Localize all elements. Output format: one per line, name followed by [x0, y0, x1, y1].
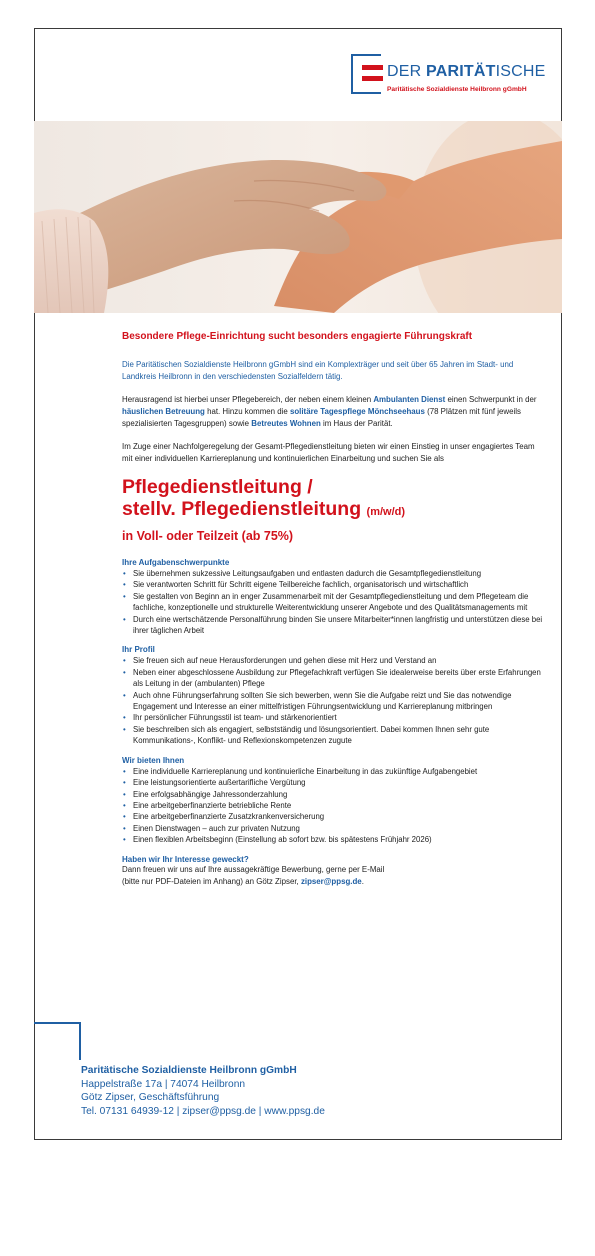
contact-footer — [81, 1064, 325, 1118]
care-text-2: einen Schwerpunkt in der — [445, 395, 537, 404]
list-item: • Eine erfolgsabhängige Jahressonderzahlung — [122, 789, 547, 800]
care-paragraph — [122, 394, 547, 430]
highlight-betreutes-wohnen: Betreutes Wohnen — [251, 419, 321, 428]
care-text-5: im Haus der Parität. — [320, 419, 393, 428]
list-item: • Sie beschreiben sich als engagiert, selbstständig und lösungsorientiert. Dabei kommen Ihnen sehr gute Kommunikations-, Konflikt- und Reflexionskompetenzen zugute — [122, 724, 547, 747]
list-item: • Einen Dienstwagen – auch zur privaten Nutzung — [122, 823, 547, 834]
list-item: • Sie übernehmen sukzessive Leitungsaufgaben und entlasten dadurch die Gesamtpflegedienstleitung — [122, 568, 547, 579]
bracket-line-vertical — [79, 1022, 81, 1060]
highlight-haeusliche-betreuung: häuslichen Betreuung — [122, 407, 205, 416]
job-title-line-2-text: stellv. Pflegedienstleitung — [122, 498, 362, 520]
list-item: • Eine arbeitgeberfinanzierte Zusatzkrankenversicherung — [122, 811, 547, 822]
interest-text — [122, 864, 547, 888]
interest-line-2 — [122, 876, 547, 888]
logo-mark-icon — [351, 54, 381, 94]
care-text-4: (78 Plätzen mit fünf jeweils spezialisierten Tagesgruppen) sowie — [122, 407, 521, 428]
list-item: • Auch ohne Führungserfahrung sollten Sie sich bewerben, wenn Sie die Aufgabe reizt und Sie das notwendige Engagement und Interesse an einer mittelfristigen Führungsentwicklung und Karriereplanung mitbringen — [122, 690, 547, 713]
list-item: • Eine leistungsorientierte außertarifliche Vergütung — [122, 777, 547, 788]
interest-line-2-text: (bitte nur PDF-Dateien im Anhang) an Götz Zipser, — [122, 876, 301, 886]
job-title-line-2 — [122, 498, 547, 523]
logo-word-2: PARITÄT — [426, 63, 496, 80]
footer-contact-person: Götz Zipser, Geschäftsführung — [81, 1092, 220, 1104]
list-item: • Einen flexiblen Arbeitsbeginn (Einstellung ab sofort bzw. bis spätestens Frühjahr 2026) — [122, 834, 547, 845]
list-item: • Durch eine wertschätzende Personalführung binden Sie unsere Mitarbeiter*innen langfristig und unterstützen diese bei ihrer täglichen Arbeit — [122, 614, 547, 637]
section-heading-profile: Ihr Profil — [122, 645, 155, 655]
profile-list — [122, 655, 547, 746]
job-title-line-1: Pflegedienstleitung / — [122, 476, 313, 498]
bracket-line-horizontal — [34, 1022, 81, 1024]
holding-hands-photo — [34, 121, 562, 313]
footer-address: Happelstraße 17a | 74074 Heilbronn — [81, 1078, 246, 1090]
list-item: • Ihr persönlicher Führungsstil ist team- und stärkenorientiert — [122, 712, 547, 723]
interest-line-1: Dann freuen wir uns auf Ihre aussagekräftige Bewerbung, gerne per E-Mail — [122, 864, 385, 874]
job-ad-content — [122, 331, 547, 888]
headline: Besondere Pflege-Einrichtung sucht besonders engagierte Führungskraft — [122, 331, 473, 342]
section-heading-offer: Wir bieten Ihnen — [122, 755, 185, 765]
paritaet-logo — [351, 54, 547, 98]
list-item: • Sie gestalten von Beginn an in enger Zusammenarbeit mit der Gesamtpflegedienstleitung und dem Pflegeteam die fachliche, konzeptionelle und strukturelle Weiterentwicklung unserer Angebote und des Qualitätsmanagements mit — [122, 591, 547, 614]
succession-paragraph: Im Zuge einer Nachfolgeregelung der Gesamt-Pflegedienstleitung bieten wir einen Einstieg in unser engagiertes Team mit einer individuellen Karriereplanung und kontinuierlichen Einarbeitung und suchen Sie als — [122, 442, 535, 463]
logo-word-3: ISCHE — [495, 63, 546, 80]
list-item: • Eine arbeitgeberfinanzierte betriebliche Rente — [122, 800, 547, 811]
highlight-ambulanter-dienst: Ambulanten Dienst — [373, 395, 446, 404]
offer-list — [122, 766, 547, 846]
list-item: • Eine individuelle Karriereplanung und kontinuierliche Einarbeitung in das zukünftige Aufgabengebiet — [122, 766, 547, 777]
logo-wordmark — [387, 63, 545, 81]
job-gender: (m/w/d) — [366, 506, 406, 518]
email-link[interactable]: zipser@ppsg.de — [300, 876, 362, 886]
footer-phone-line: Tel. 07131 64939-12 | zipser@ppsg.de | www.ppsg.de — [81, 1105, 325, 1117]
list-item: • Neben einer abgeschlossene Ausbildung zur Pflegefachkraft verfügen Sie idealerweise bereits über erste Erfahrungen als Leitung in der (ambulanten) Pflege — [122, 667, 547, 690]
logo-subtitle: Paritätische Sozialdienste Heilbronn gGmbH — [387, 86, 527, 93]
job-subtitle: in Voll- oder Teilzeit (ab 75%) — [122, 529, 294, 543]
section-heading-tasks: Ihre Aufgabenschwerpunkte — [122, 558, 230, 567]
list-item: • Sie verantworten Schritt für Schritt eigene Teilbereiche fachlich, organisatorisch und wirtschaftlich — [122, 579, 547, 590]
logo-bar-bottom — [362, 76, 383, 81]
interest-heading: Haben wir Ihr Interesse geweckt? — [122, 854, 249, 864]
care-text-1: Herausragend ist hierbei unser Pflegebereich, der neben einem kleinen — [122, 395, 374, 404]
logo-bar-top — [362, 65, 383, 70]
footer-org: Paritätische Sozialdienste Heilbronn gGmbH — [81, 1065, 297, 1076]
list-item: • Sie freuen sich auf neue Herausforderungen und gehen diese mit Herz und Verstand an — [122, 655, 547, 666]
tasks-list — [122, 568, 547, 636]
job-title — [122, 476, 547, 523]
interest-line-2-end: . — [361, 876, 364, 886]
intro-paragraph: Die Paritätischen Sozialdienste Heilbronn gGmbH sind ein Komplexträger und seit über 65 Jahren im Stadt- und Landkreis Heilbronn in den verschiedensten Sozialfeldern tätig. — [122, 360, 514, 381]
logo-word-1: DER — [387, 63, 427, 80]
highlight-tagespflege: solitäre Tagespflege Mönchseehaus — [289, 407, 425, 416]
care-text-3: hat. Hinzu kommen die — [204, 407, 290, 416]
